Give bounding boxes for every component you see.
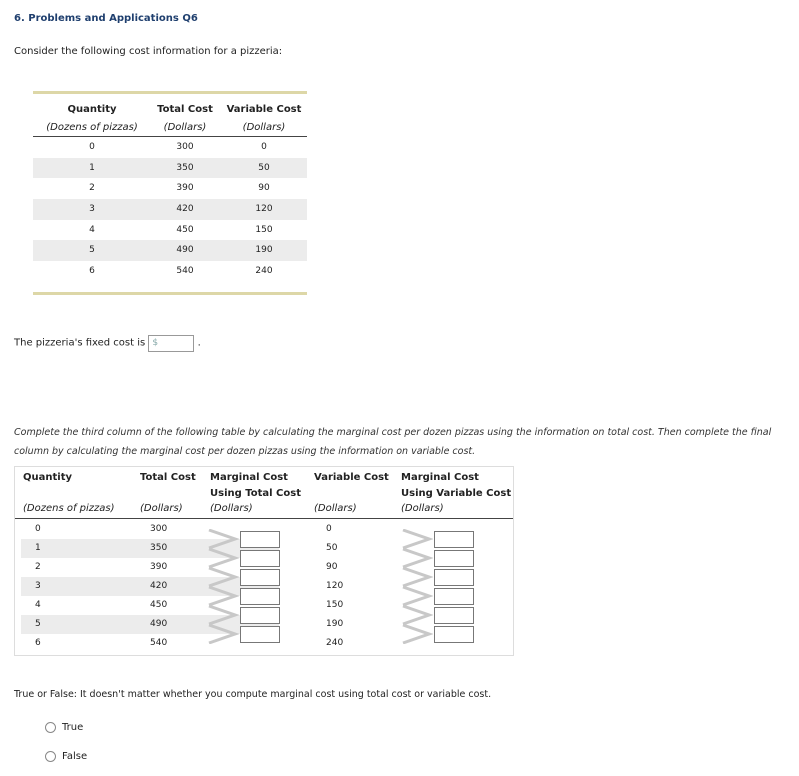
- cell-vc: 120: [326, 581, 344, 591]
- cell-q: 2: [89, 183, 95, 194]
- t2-header-mc-var-unit: (Dollars): [401, 503, 444, 514]
- cell-tc: 390: [150, 562, 168, 572]
- header-total-cost-unit: (Dollars): [163, 122, 207, 133]
- mc-total-input[interactable]: [240, 550, 280, 567]
- t2-header-mc-total-line1: Marginal Cost: [210, 472, 288, 483]
- table-row: [33, 199, 307, 220]
- fixed-cost-question: [14, 335, 201, 352]
- radio-false-icon[interactable]: [45, 751, 56, 762]
- table-row: [33, 240, 307, 261]
- header-variable-cost: Variable Cost: [226, 104, 302, 115]
- cell-tc: 300: [150, 524, 168, 534]
- radio-true-label: True: [62, 722, 84, 733]
- mc-variable-input[interactable]: [434, 626, 474, 643]
- cost-info-table-header: [33, 94, 307, 137]
- mc-total-input[interactable]: [240, 531, 280, 548]
- marginal-cost-table: [14, 466, 514, 656]
- radio-option-false[interactable]: [45, 751, 87, 763]
- fixed-cost-input[interactable]: $: [148, 335, 194, 352]
- table-row: [33, 178, 307, 199]
- t2-header-quantity: Quantity: [23, 472, 72, 483]
- true-false-question: True or False: It doesn't matter whether you compute marginal cost using total cost or variable cost.: [14, 689, 492, 700]
- cell-vc: 120: [255, 204, 273, 215]
- cell-vc: 0: [261, 142, 267, 152]
- cell-q: 4: [35, 600, 41, 610]
- fixed-cost-suffix: .: [197, 337, 201, 349]
- t2-header-variable-cost: Variable Cost: [314, 472, 389, 483]
- cost-info-table-body: [33, 137, 307, 282]
- cell-q: 2: [35, 562, 41, 572]
- marginal-cost-table-header: [15, 467, 513, 519]
- chevron-right-icon: [207, 567, 239, 587]
- cell-q: 3: [89, 204, 95, 215]
- t2-header-quantity-unit: (Dozens of pizzas): [23, 503, 115, 514]
- fixed-cost-prefix: The pizzeria's fixed cost is: [14, 337, 146, 349]
- cell-vc: 240: [326, 638, 344, 648]
- chevron-right-icon: [401, 567, 433, 587]
- radio-false-label: False: [62, 751, 88, 762]
- mc-total-input[interactable]: [240, 607, 280, 624]
- cost-info-table: [33, 91, 307, 295]
- cell-vc: 0: [326, 524, 332, 534]
- mc-total-input[interactable]: [240, 569, 280, 586]
- chevron-right-icon: [207, 586, 239, 606]
- cell-vc: 90: [258, 183, 270, 194]
- chevron-right-icon: [401, 605, 433, 625]
- chevron-right-icon: [401, 548, 433, 568]
- chevron-right-icon: [401, 624, 433, 644]
- t2-header-mc-var-line2: Using Variable Cost: [401, 488, 512, 499]
- header-variable-cost-unit: (Dollars): [242, 122, 286, 133]
- cell-tc: 420: [150, 581, 168, 591]
- mc-variable-input[interactable]: [434, 550, 474, 567]
- cell-tc: 540: [176, 266, 194, 277]
- cell-vc: 150: [255, 224, 273, 235]
- header-quantity: Quantity: [67, 104, 117, 115]
- cell-tc: 540: [150, 638, 168, 648]
- problem-title: 6. Problems and Applications Q6: [14, 13, 198, 24]
- cell-q: 1: [35, 543, 41, 553]
- cell-vc: 50: [326, 543, 338, 553]
- table-row: [33, 220, 307, 241]
- mc-variable-input[interactable]: [434, 531, 474, 548]
- cell-q: 0: [35, 524, 41, 534]
- chevron-right-icon: [401, 586, 433, 606]
- table-row: [33, 158, 307, 179]
- cell-vc: 190: [326, 619, 344, 629]
- cell-q: 5: [35, 619, 41, 629]
- cell-tc: 350: [150, 543, 168, 553]
- cell-vc: 90: [326, 562, 338, 572]
- header-total-cost: Total Cost: [157, 104, 213, 115]
- chevron-right-icon: [401, 529, 433, 549]
- cell-q: 3: [35, 581, 41, 591]
- mc-total-input[interactable]: [240, 588, 280, 605]
- mc-variable-input[interactable]: [434, 569, 474, 586]
- t2-header-total-cost: Total Cost: [140, 472, 196, 483]
- table-row: [33, 137, 307, 158]
- t2-header-total-cost-unit: (Dollars): [140, 503, 183, 514]
- cell-q: 6: [89, 266, 95, 277]
- cell-q: 5: [89, 245, 95, 256]
- cell-vc: 240: [255, 266, 273, 277]
- cell-tc: 300: [176, 142, 194, 152]
- cell-tc: 490: [176, 245, 194, 256]
- cell-vc: 190: [255, 245, 273, 256]
- radio-option-true[interactable]: [45, 722, 83, 734]
- mc-variable-input[interactable]: [434, 588, 474, 605]
- cell-tc: 450: [176, 224, 194, 235]
- t2-header-variable-cost-unit: (Dollars): [314, 503, 357, 514]
- cell-tc: 490: [150, 619, 168, 629]
- table-row: [33, 261, 307, 282]
- t2-header-mc-total-line2: Using Total Cost: [210, 488, 302, 499]
- t2-header-mc-total-unit: (Dollars): [210, 503, 253, 514]
- mc-variable-input[interactable]: [434, 607, 474, 624]
- instructions-text: Complete the third column of the following table by calculating the marginal cost per dozen pizzas using the information on total cost. Then complete the final column by calculating the marginal cost per dozen pizzas using the information on variable cost.: [14, 427, 772, 457]
- chevron-right-icon: [207, 624, 239, 644]
- header-quantity-unit: (Dozens of pizzas): [46, 122, 138, 133]
- cell-q: 6: [35, 638, 41, 648]
- cell-q: 0: [89, 142, 95, 152]
- cell-q: 1: [89, 162, 95, 173]
- chevron-right-icon: [207, 605, 239, 625]
- cell-vc: 50: [258, 162, 270, 173]
- cell-tc: 420: [176, 204, 194, 215]
- intro-text: Consider the following cost information for a pizzeria:: [14, 46, 283, 57]
- cell-tc: 350: [176, 162, 194, 173]
- mc-total-input[interactable]: [240, 626, 280, 643]
- cell-tc: 390: [176, 183, 194, 194]
- radio-true-icon[interactable]: [45, 722, 56, 733]
- cell-vc: 150: [326, 600, 344, 610]
- chevron-right-icon: [207, 529, 239, 549]
- cell-tc: 450: [150, 600, 168, 610]
- chevron-right-icon: [207, 548, 239, 568]
- t2-header-mc-var-line1: Marginal Cost: [401, 472, 479, 483]
- cell-q: 4: [89, 224, 95, 235]
